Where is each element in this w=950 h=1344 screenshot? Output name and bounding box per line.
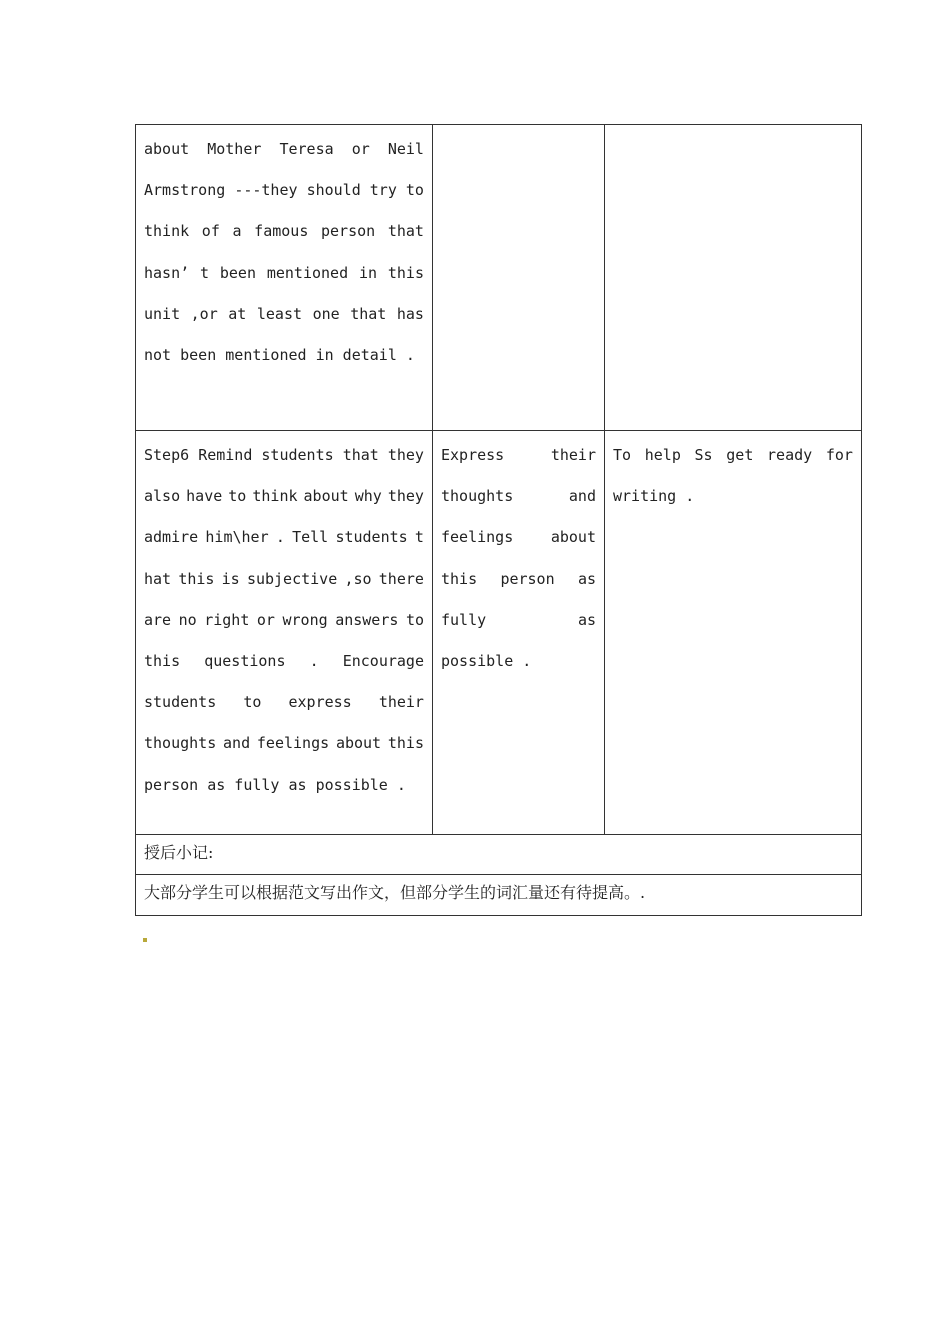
word: has [396,304,424,323]
table-row [136,431,861,835]
text-line [144,723,424,764]
word: students [335,528,408,547]
word: t [200,263,210,282]
word: their [378,693,424,712]
word: about [335,734,382,753]
stray-mark [143,938,147,942]
word: t [414,528,424,547]
word: this [178,569,215,588]
word: at [228,304,247,323]
word: person as fully as possible . [144,775,406,794]
word: questions [204,652,286,671]
text-line [144,641,424,682]
text-line [144,682,424,723]
word: thoughts [144,734,217,753]
word: is [221,569,240,588]
word: or [256,610,275,629]
word: as [577,610,596,629]
word: unit [144,304,181,323]
word: admire [144,528,199,547]
word: of [201,222,220,241]
word: Encourage [342,652,424,671]
text-line [144,211,424,252]
text-line [144,517,424,558]
word: in [358,263,378,282]
word: get [726,446,754,464]
word: subjective [246,569,338,588]
text-line [144,435,424,476]
word: feelings [256,734,330,753]
word: To [613,446,632,464]
word: ready [767,446,813,464]
notes-content-row [136,875,861,915]
word: ,so [344,569,372,588]
word: that [350,304,387,323]
word: been [219,263,256,282]
word: ,or [190,304,218,323]
word: should [306,181,361,200]
word: this [387,263,424,282]
word: why [354,487,382,506]
word: wrong [282,610,328,629]
word: thoughts [441,487,514,506]
word: not been mentioned in detail . [144,346,415,365]
word: to [243,693,262,712]
word: hat [144,569,172,588]
word: person [321,222,376,241]
text-line [144,600,424,641]
table-row [136,125,861,431]
word: to [405,610,424,629]
text-line [441,517,596,558]
word: least [256,304,303,323]
text-line [144,476,424,517]
word: possible . [441,652,532,671]
text-line [144,335,424,376]
word: hasn’ [144,263,190,282]
word: a [232,222,242,241]
word: also [144,487,181,506]
student-activity-cell [433,431,605,834]
text-line [441,641,596,682]
word: students [144,693,217,712]
word: or [351,140,370,158]
text-line [144,765,424,806]
text-line [613,435,853,476]
word: answers [335,610,399,629]
word: famous [254,222,309,241]
text-line [441,435,596,476]
text-line [144,253,424,294]
notes-label-row [136,835,861,875]
student-activity-cell [433,125,605,430]
word: are [144,610,172,629]
text-line [441,600,596,641]
word: about [144,140,190,158]
word: ---they [234,181,298,200]
word: this [387,734,424,753]
word: mentioned [266,263,349,282]
word: about [550,528,596,547]
lesson-table [135,124,862,916]
text-line [144,129,424,170]
word: about [303,487,349,506]
word: think [252,487,298,506]
text-line [441,476,596,517]
text-line [144,170,424,211]
notes-label: 授后小记: [144,843,214,862]
word: they [387,446,424,464]
word: and [568,487,596,506]
word: to [405,181,424,200]
word: help [644,446,681,464]
word: person [500,569,555,588]
word: as [577,569,596,588]
word: that [387,222,424,241]
word: have [186,487,223,506]
word: no [178,610,197,629]
text-line [144,559,424,600]
word: that [342,446,379,464]
word: him\her [205,528,269,547]
word: Tell [292,528,329,547]
procedure-cell [136,125,433,430]
word: . [275,528,285,547]
word: students [261,446,334,464]
text-line [144,294,424,335]
word: this [441,569,478,588]
purpose-cell [605,431,861,834]
word: right [204,610,250,629]
word: one [312,304,340,323]
word: Mother [207,140,262,158]
word: try [369,181,397,200]
procedure-cell [136,431,433,834]
word: Step6 [144,446,190,464]
word: for [825,446,853,464]
word: their [550,446,596,464]
word: Ss [694,446,713,464]
word: fully [441,610,487,629]
notes-content: 大部分学生可以根据范文写出作文，但部分学生的词汇量还有待提高。. [144,883,646,902]
purpose-cell [605,125,861,430]
word: writing . [613,487,695,506]
word: Express [441,446,505,464]
word: there [378,569,424,588]
word: they [387,487,424,506]
word: Teresa [279,140,334,158]
word: this [144,652,181,671]
text-line [441,559,596,600]
word: feelings [441,528,514,547]
word: express [288,693,352,712]
word: think [144,222,190,241]
word: to [228,487,247,506]
word: Neil [387,140,424,158]
word: . [309,652,319,671]
text-line [613,476,853,517]
word: and [223,734,251,753]
word: Remind [198,446,253,464]
word: Armstrong [144,181,226,200]
